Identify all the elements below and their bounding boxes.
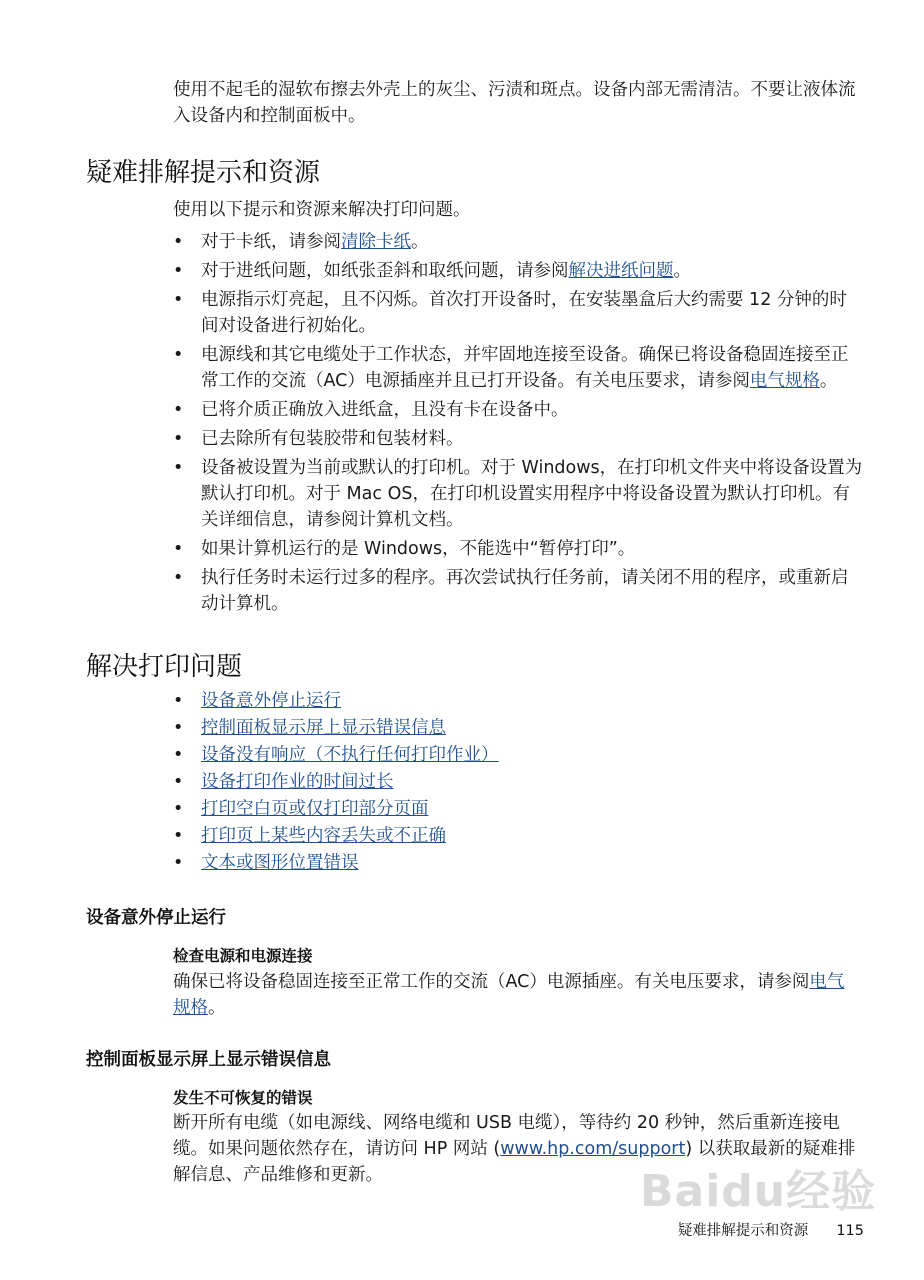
link-device-stops[interactable]: 设备意外停止运行 (201, 691, 341, 711)
link-not-responding[interactable]: 设备没有响应（不执行任何打印作业） (201, 745, 499, 765)
bullet-icon: • (173, 232, 184, 252)
footer-section-name: 疑难排解提示和资源 (677, 1223, 809, 1239)
link-blank-page[interactable]: 打印空白页或仅打印部分页面 (201, 799, 429, 819)
list-item: • 已去除所有包装胶带和包装材料。 (173, 426, 863, 452)
subsection-title-error-message: 控制面板显示屏上显示错误信息 (86, 1050, 331, 1070)
tips-list (173, 229, 863, 620)
list-item: • 如果计算机运行的是 Windows，不能选中“暂停打印”。 (173, 536, 863, 562)
list-item (173, 769, 858, 795)
link-content-missing[interactable]: 打印页上某些内容丢失或不正确 (201, 826, 446, 846)
list-item: • 对于进纸问题，如纸张歪斜和取纸问题，请参阅解决进纸问题。 (173, 258, 863, 284)
list-item: • 电源指示灯亮起，且不闪烁。首次打开设备时，在安装墨盒后大约需要 12 分钟的时间对设备进行初始化。 (173, 287, 863, 339)
bullet-icon: • (173, 772, 184, 792)
bullet-icon: • (173, 853, 184, 873)
page-number: 115 (836, 1223, 864, 1239)
subheading-unrecoverable-error: 发生不可恢复的错误 (173, 1089, 313, 1107)
subheading-check-power: 检查电源和电源连接 (173, 947, 313, 965)
error-message-paragraph: 断开所有电缆（如电源线、网络电缆和 USB 电缆），等待约 20 秒钟，然后重新连接电缆。如果问题依然存在，请访问 HP 网站 (www.hp.com/support) 以获取最新的疑难排解信息、产品维修和更新。 (173, 1113, 856, 1185)
list-item (173, 715, 858, 741)
link-hp-support[interactable]: www.hp.com/support (500, 1139, 686, 1159)
bullet-icon: • (173, 691, 184, 711)
bullet-icon: • (173, 718, 184, 738)
list-item (173, 850, 858, 876)
link-paper-feed[interactable]: 解决进纸问题 (568, 261, 674, 281)
list-item: • 执行任务时未运行过多的程序。再次尝试执行任务前，请关闭不用的程序，或重新启动计算机。 (173, 565, 863, 617)
page-footer (678, 1219, 864, 1240)
list-item (173, 688, 858, 714)
bullet-icon: • (173, 745, 184, 765)
device-stops-paragraph: 确保已将设备稳固连接至正常工作的交流（AC）电源插座。有关电压要求，请参阅电气规格。 (173, 972, 845, 1018)
watermark-logo: Baidu经验 (640, 1166, 877, 1217)
intro-paragraph: 使用不起毛的湿软布擦去外壳上的灰尘、污渍和斑点。设备内部无需清洁。不要让液体流入设备内和控制面板中。 (173, 80, 856, 126)
link-clear-jam[interactable]: 清除卡纸 (341, 232, 411, 252)
list-item (173, 796, 858, 822)
section-title-troubleshooting: 疑难排解提示和资源 (86, 158, 321, 188)
link-print-slow[interactable]: 设备打印作业的时间过长 (201, 772, 394, 792)
bullet-icon: • (173, 345, 184, 365)
bullet-icon: • (173, 826, 184, 846)
bullet-icon: • (173, 261, 184, 281)
bullet-icon: • (173, 429, 184, 449)
link-error-message[interactable]: 控制面板显示屏上显示错误信息 (201, 718, 446, 738)
subsection-title-device-stops: 设备意外停止运行 (86, 908, 226, 928)
list-item: • 对于卡纸，请参阅清除卡纸。 (173, 229, 863, 255)
link-misplaced[interactable]: 文本或图形位置错误 (201, 853, 359, 873)
bullet-icon: • (173, 539, 184, 559)
list-item: • 已将介质正确放入进纸盒，且没有卡在设备中。 (173, 397, 863, 423)
section-lead: 使用以下提示和资源来解决打印问题。 (173, 200, 471, 220)
section-title-print-problems: 解决打印问题 (86, 652, 243, 682)
bullet-icon: • (173, 568, 184, 588)
list-item: • 设备被设置为当前或默认的打印机。对于 Windows，在打印机文件夹中将设备设置为默认打印机。对于 Mac OS，在打印机设置实用程序中将设备设置为默认打印机。有关详细信息，请参阅计算机文档。 (173, 455, 863, 533)
bullet-icon: • (173, 799, 184, 819)
bullet-icon: • (173, 400, 184, 420)
list-item (173, 823, 858, 849)
print-problems-link-list (173, 688, 858, 877)
list-item (173, 742, 858, 768)
link-electrical-specs[interactable]: 电气规格 (749, 371, 820, 391)
list-item: • 电源线和其它电缆处于工作状态，并牢固地连接至设备。确保已将设备稳固连接至正常工作的交流（AC）电源插座并且已打开设备。有关电压要求，请参阅电气规格。 (173, 342, 863, 394)
bullet-icon: • (173, 290, 184, 310)
link-electrical-specs-2[interactable]: 电气规格 (173, 972, 845, 1018)
bullet-icon: • (173, 458, 184, 478)
